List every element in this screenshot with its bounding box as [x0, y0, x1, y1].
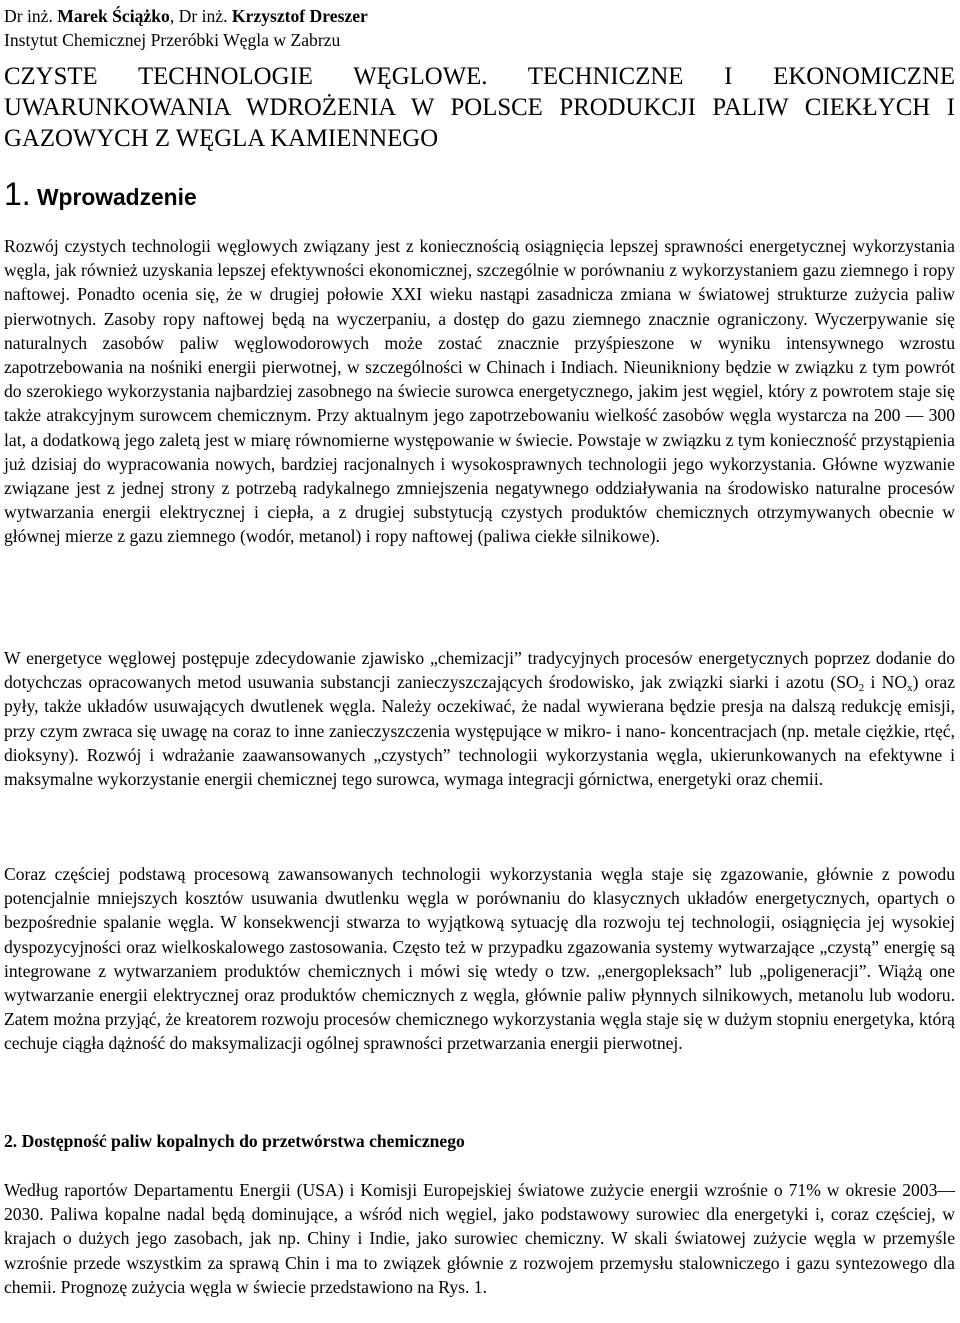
section1-paragraph-3: Coraz częściej podstawą procesową zawansowanych technologii wykorzystania węgla staje się zgazowanie, głównie z powodu potencjalnie mniejszych kosztów usuwania dwutlenku węgla w porównaniu do klasycznych układów energetycznych, opartych o bezpośrednie spalanie węgla. W konsekwencji stwarza to wyjątkową sytuację dla rozwoju tej technologii, osiągnięcia jej wysokiej dyspozycyjności oraz wielkoskalowego zastosowania. Często też w przypadku zgazowania systemy wytwarzające „czystą” energię są integrowane z wytwarzaniem produktów chemicznych i mówi się wtedy o tzw. „energopleksach” lub „poligeneracji”. Wiążą one wytwarzanie energii elektrycznej oraz produktów chemicznych z węgla, głównie paliw płynnych silnikowych, metanolu lub wodoru. Zatem można przyjąć, że kreatorem rozwoju procesów chemicznego wykorzystania węgla staje się w dużym stopniu energetyka, którą cechuje ciągła dążność do maksymalizacji ogólnej sprawności przetwarzania energii pierwotnej.: [4, 864, 955, 1054]
section1-number: 1.: [4, 176, 31, 212]
p2-text-a: W energetyce węglowej postępuje zdecydowanie zjawisko „chemizacji” tradycyjnych procesów energetycznych poprzez dodanie do dotychczas opracowanych metod usuwania substancji zanieczyszczających środowisko, jak związki siarki i azotu (SO: [4, 648, 955, 693]
author1-name: Marek Ściążko: [57, 6, 170, 26]
p2-text-c: ) oraz pyły, także układów usuwających dwutlenek węgla. Należy oczekiwać, że nadal wywierana będzie presja na dalszą redukcję emisji, przy czym zwraca się uwagę na coraz to inne zanieczyszczenia występujące w mikro- i nano- koncentracjach (np. metale ciężkie, rtęć, dioksyny). Rozwój i wdrażanie zaawansowanych „czystych” technologii wykorzystania węgla, ukierunkowanych na efektywne i maksymalne wykorzystanie energii chemicznej tego surowca, wymaga integracji górnictwa, energetyki oraz chemii.: [4, 672, 956, 790]
author2-name: Krzysztof Dreszer: [231, 6, 368, 26]
authors-line: [4, 4, 954, 28]
institute: Instytut Chemicznej Przeróbki Węgla w Zabrzu: [4, 30, 341, 50]
author-block: [4, 4, 954, 52]
author1-prefix: Dr inż.: [4, 6, 58, 26]
p2-subscript-2: 2: [858, 682, 865, 695]
p2-subscript-x: x: [907, 682, 913, 695]
author-separator: , Dr inż.: [169, 6, 232, 26]
section1-paragraph-1: Rozwój czystych technologii węglowych związany jest z koniecznością osiągnięcia lepszej sprawności energetycznej wykorzystania węgla, jak również uzyskania lepszej efektywności ekonomicznej, szczególnie w porównaniu z wykorzystaniem gazu ziemnego i ropy naftowej. Ponadto ocenia się, że w drugiej połowie XXI wieku nastąpi zasadnicza zmiana w światowej strukturze zużycia paliw pierwotnych. Zasoby ropy naftowej będą na wyczerpaniu, a dostęp do gazu ziemnego znacznie ograniczony. Wyczerpywanie się naturalnych zasobów paliw węglowodorowych może zostać znacznie przyśpieszone w wyniku intensywnego wzrostu zapotrzebowania na nośniki energii pierwotnej, w szczególności w Chinach i Indiach. Nieunikniony będzie w związku z tym powrót do szerokiego wykorzystania najbardziej zasobnego na świecie surowca energetycznego, jakim jest węgiel, który z powrotem staje się także atrakcyjnym surowcem chemicznym. Przy aktualnym jego zapotrzebowaniu wielkość zasobów węgla wystarcza na 200 — 300 lat, a dodatkową jego zaletą jest w miarę równomierne występowanie w świecie. Powstaje w związku z tym konieczność przystąpienia już dzisiaj do wypracowania nowych, bardziej racjonalnych i wysokosprawnych technologii jego wykorzystania. Główne wyzwanie związane jest z jednej strony z potrzebą radykalnego zmniejszenia negatywnego oddziaływania na środowisko naturalne procesów wytwarzania energii elektrycznej i ciepła, a z drugiej substytucją czystych produktów chemicznych otrzymywanych obecnie w głównej mierze z gazu ziemnego (wodór, metanol) i ropy naftowej (paliwa ciekłe silnikowe).: [4, 236, 955, 547]
section2-heading: 2. Dostępność paliw kopalnych do przetwórstwa chemicznego: [4, 1131, 465, 1151]
section1-title: Wprowadzenie: [37, 184, 197, 210]
section2-paragraph-1: Według raportów Departamentu Energii (USA) i Komisji Europejskiej światowe zużycie energii wzrośnie o 71% w okresie 2003—2030. Paliwa kopalne nadal będą dominujące, a wśród nich węgiel, jako podstawowy surowiec dla energetyki i, coraz częściej, w krajach o dużych jego zasobach, jak np. Chiny i Indie, jako surowiec chemiczny. W skali światowej zużycie węgla w przemyśle wzrośnie przede wszystkim za sprawą Chin i ma to związek głównie z rozwojem przemysłu stalowniczego i gazu syntezowego dla chemii. Prognozę zużycia węgla w świecie przedstawiono na Rys. 1.: [4, 1180, 955, 1297]
section1-paragraph-2: [4, 646, 955, 791]
section1-heading: [4, 178, 197, 213]
document-title: CZYSTE TECHNOLOGIE WĘGLOWE. TECHNICZNE I EKONOMICZNE UWARUNKOWANIA WDROŻENIA W POLSCE PRODUKCJI PALIW CIEKŁYCH I GAZOWYCH Z WĘGLA KAMIENNEGO: [4, 63, 955, 152]
p2-text-b: i NO: [864, 672, 908, 693]
